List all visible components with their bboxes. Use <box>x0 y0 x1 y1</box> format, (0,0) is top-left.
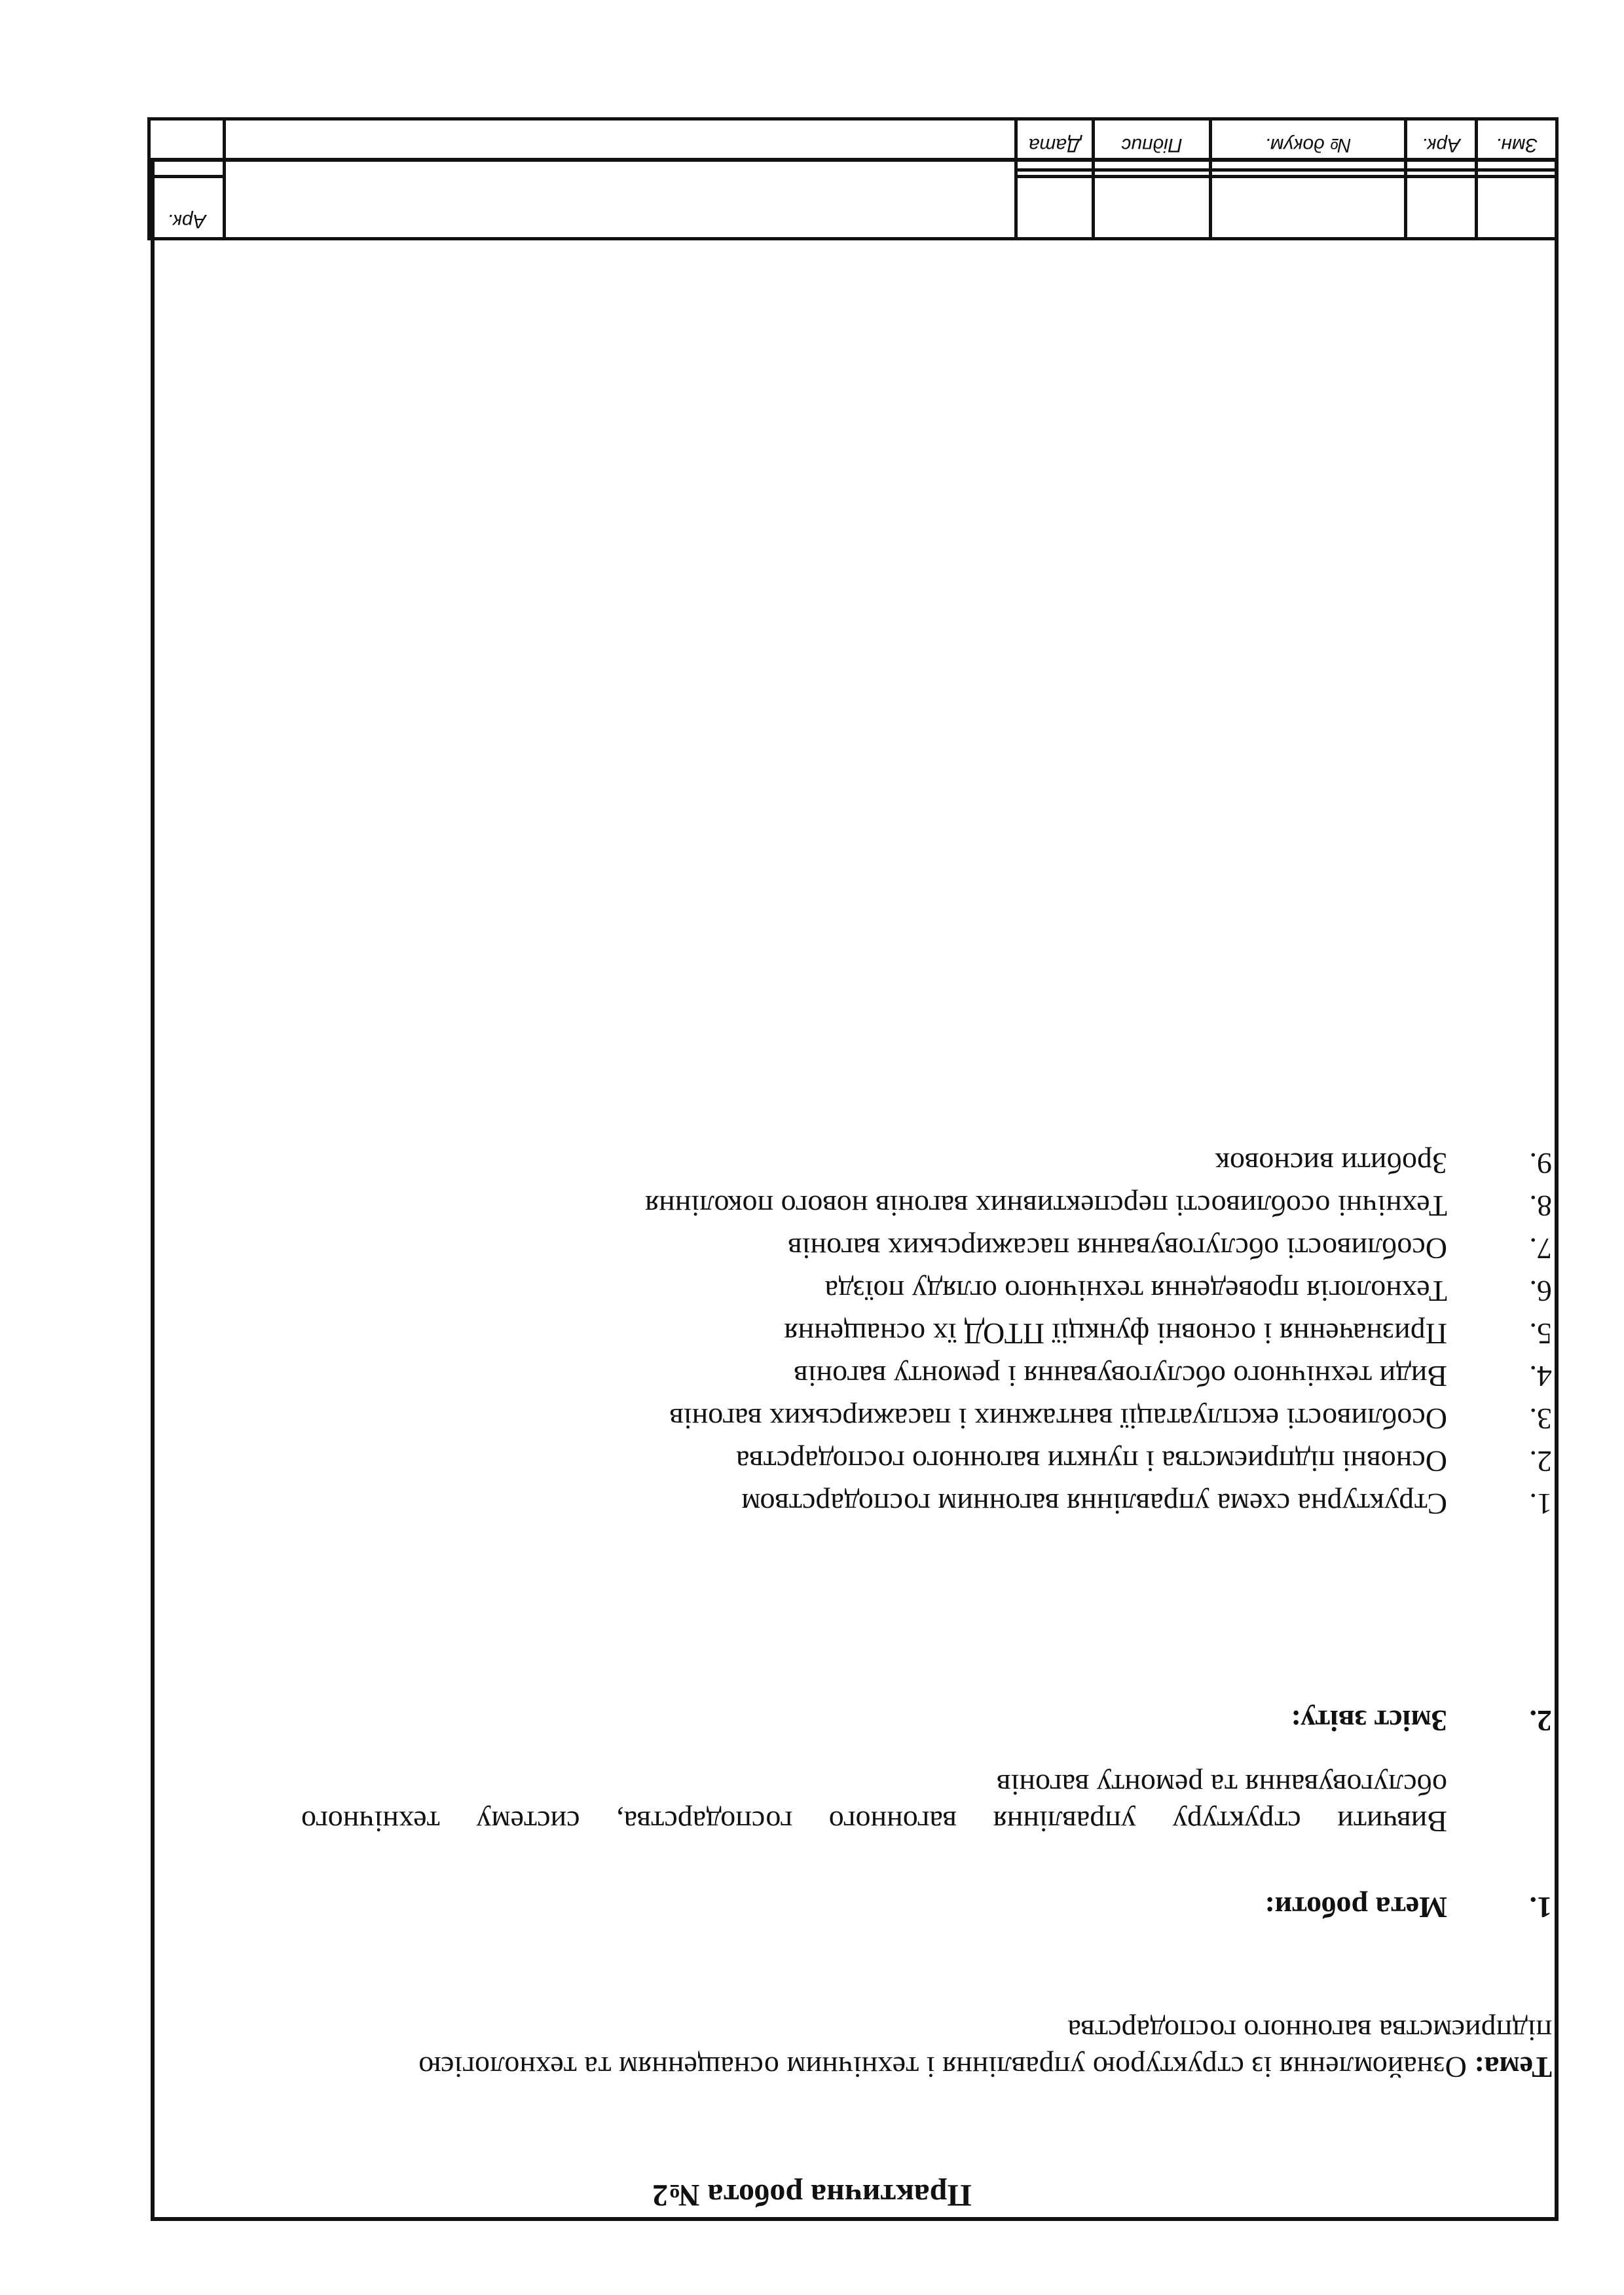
list-item-number: 8. <box>1529 1189 1552 1223</box>
section-goal-number: 1. <box>1529 1891 1552 1924</box>
title-block-cell <box>1094 170 1211 177</box>
list-item-text: Структурна схема управління вагонним господарством <box>741 1487 1447 1521</box>
list-item <box>308 1270 1552 1313</box>
list-item-text: Особливості обслуговування пасажирських вагонів <box>788 1232 1447 1265</box>
list-item-text: Основні підприємства і пункти вагонного господарства <box>736 1445 1447 1478</box>
document-title: Практична робота №2 <box>652 2178 972 2212</box>
list-item <box>308 1398 1552 1440</box>
section-contents-number: 2. <box>1529 1704 1552 1738</box>
sheet-number-cell <box>149 119 225 177</box>
list-item-text: Зробити висновок <box>1215 1147 1447 1180</box>
col-change-header: Змн. <box>1477 119 1557 170</box>
title-block-cell <box>1211 170 1406 177</box>
list-item <box>308 1313 1552 1355</box>
title-block-cell <box>1016 177 1094 239</box>
list-item-text: Види технічного обслуговування і ремонту вагонів <box>794 1360 1447 1393</box>
list-item-number: 3. <box>1529 1402 1552 1436</box>
col-doc-header: № докум. <box>1211 119 1406 170</box>
list-item <box>308 1440 1552 1483</box>
col-date-header: Дата <box>1016 119 1094 170</box>
title-block-cell <box>1477 170 1557 177</box>
list-item-number: 1. <box>1529 1487 1552 1521</box>
title-block-cell <box>1016 170 1094 177</box>
list-item-text: Технологія проведення технічного огляду поїзда <box>824 1275 1447 1308</box>
title-block-designation <box>225 119 1016 239</box>
list-item-text: Технічні особливості перспективних вагонів нового покоління <box>645 1189 1447 1223</box>
list-item-number: 7. <box>1529 1232 1552 1265</box>
theme-text: Ознайомлення із структурою управління і технічним оснащенням та технологією підприємства вагонного господарства <box>418 2014 1552 2084</box>
title-block-cell <box>1094 177 1211 239</box>
title-block-cell <box>1477 177 1557 239</box>
title-block <box>147 117 1559 240</box>
col-sign-header: Підпис <box>1094 119 1211 170</box>
list-item-number: 4. <box>1529 1360 1552 1393</box>
list-item-text: Призначення і основні функції ПТОД їх оснащення <box>784 1317 1447 1351</box>
theme-label: Тема: <box>1474 2051 1552 2084</box>
col-sheet-header: Арк. <box>1406 119 1477 170</box>
sheet-label-cell: Арк. <box>149 177 225 239</box>
title-block-cell <box>1406 177 1477 239</box>
list-item-text: Особливості експлуатації вантажних і пасажирських вагонів <box>669 1402 1447 1436</box>
goal-text: Вивчити структуру управління вагонного господарства, систему технічного обслуговування та ремонту вагонів <box>301 1768 1447 1838</box>
list-item-number: 6. <box>1529 1275 1552 1308</box>
list-item <box>308 1142 1552 1185</box>
title-block-cell <box>1406 170 1477 177</box>
section-goal-title: Мета роботи: <box>1264 1891 1447 1924</box>
list-item <box>308 1227 1552 1270</box>
list-item-number: 9. <box>1529 1147 1552 1180</box>
list-item <box>308 1483 1552 1525</box>
list-item-number: 5. <box>1529 1317 1552 1351</box>
section-contents-title: Зміст звіту: <box>1291 1704 1447 1738</box>
report-contents-list <box>308 1142 1552 1525</box>
list-item <box>308 1185 1552 1227</box>
theme-paragraph <box>304 2012 1552 2085</box>
list-item <box>308 1355 1552 1398</box>
list-item-number: 2. <box>1529 1445 1552 1478</box>
title-block-cell <box>1211 177 1406 239</box>
